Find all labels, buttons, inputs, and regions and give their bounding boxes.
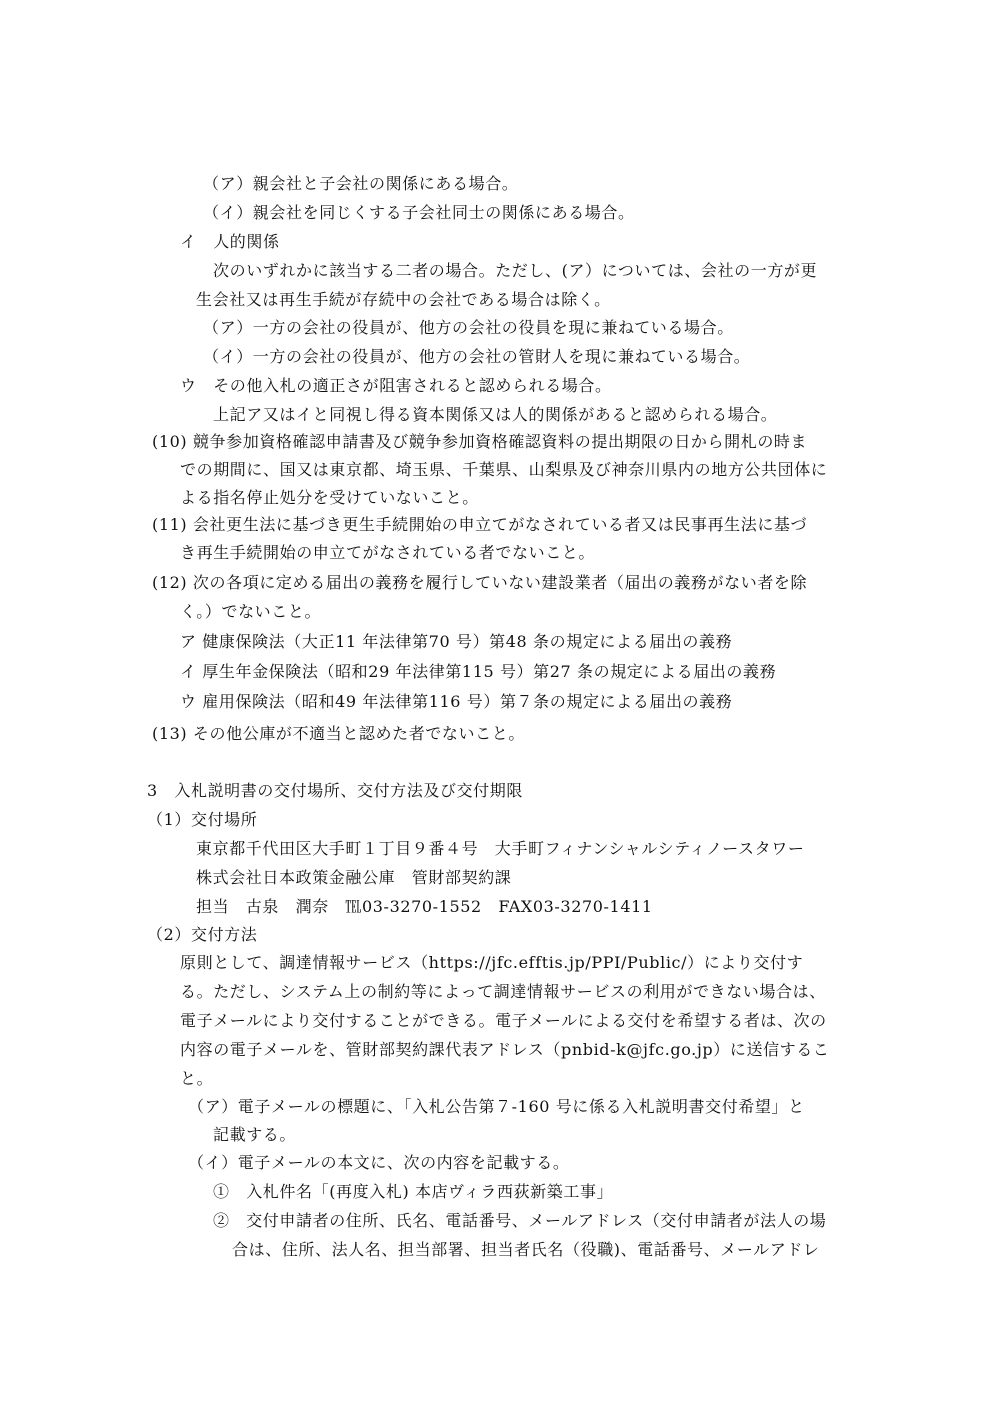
text-line: （イ）電子メールの本文に、次の内容を記載する。 — [188, 1153, 570, 1172]
text-line: イ 人的関係 — [180, 232, 280, 251]
text-line: る。ただし、システム上の制約等によって調達情報サービスの利用ができない場合は、 — [180, 982, 826, 1001]
text-line: ウ 雇用保険法（昭和49 年法律第116 号）第７条の規定による届出の義務 — [180, 692, 733, 711]
text-line: (11) 会社更生法に基づき更生手続開始の申立てがなされている者又は民事再生法に基づ — [152, 515, 808, 534]
section-heading: 3 入札説明書の交付場所、交付方法及び交付期限 — [147, 781, 523, 800]
text-line: と。 — [180, 1069, 214, 1088]
text-line: （ア）一方の会社の役員が、他方の会社の役員を現に兼ねている場合。 — [203, 318, 734, 337]
text-line: (12) 次の各項に定める届出の義務を履行していない建設業者（届出の義務がない者を除 — [152, 573, 808, 592]
text-line: 電子メールにより交付することができる。電子メールによる交付を希望する者は、次の — [180, 1011, 827, 1030]
text-line: （イ）親会社を同じくする子会社同士の関係にある場合。 — [203, 203, 635, 222]
text-line: (10) 競争参加資格確認申請書及び競争参加資格確認資料の提出期限の日から開札の時ま — [152, 432, 808, 451]
text-line: 内容の電子メールを、管財部契約課代表アドレス（pnbid-k@jfc.go.jp）に送信するこ — [180, 1040, 830, 1059]
text-line: 合は、住所、法人名、担当部署、担当者氏名（役職)、電話番号、メールアドレ — [232, 1240, 820, 1259]
text-line: 記載する。 — [213, 1125, 297, 1144]
subsection-heading: （2）交付方法 — [147, 925, 258, 944]
subsection-heading: （1）交付場所 — [147, 810, 258, 829]
text-line: ア 健康保険法（大正11 年法律第70 号）第48 条の規定による届出の義務 — [180, 632, 733, 651]
text-line: (13) その他公庫が不適当と認めた者でないこと。 — [152, 724, 525, 743]
text-line: き再生手続開始の申立てがなされている者でないこと。 — [180, 543, 596, 562]
text-line: （ア）親会社と子会社の関係にある場合。 — [203, 174, 519, 193]
text-line: イ 厚生年金保険法（昭和29 年法律第115 号）第27 条の規定による届出の義務 — [180, 662, 777, 681]
text-line: よる指名停止処分を受けていないこと。 — [180, 488, 479, 507]
text-line: 生会社又は再生手続が存続中の会社である場合は除く。 — [196, 290, 611, 309]
text-line: 上記ア又はイと同視し得る資本関係又は人的関係があると認められる場合。 — [213, 405, 778, 424]
text-line: 次のいずれかに該当する二者の場合。ただし、(ア）については、会社の一方が更 — [213, 261, 818, 280]
text-line: での期間に、国又は東京都、埼玉県、千葉県、山梨県及び神奈川県内の地方公共団体に — [180, 460, 828, 479]
text-line: 株式会社日本政策金融公庫 管財部契約課 — [196, 868, 512, 887]
text-line: 東京都千代田区大手町１丁目９番４号 大手町フィナンシャルシティノースタワー — [196, 839, 805, 858]
text-line: （ア）電子メールの標題に、「入札公告第７-160 号に係る入札説明書交付希望」と — [188, 1097, 805, 1116]
text-line: 原則として、調達情報サービス（https://jfc.efftis.jp/PPI/Public/）により交付す — [180, 953, 804, 972]
text-line: 担当 古泉 潤奈 ℡03-3270-1552 FAX03-3270-1411 — [196, 897, 653, 916]
text-line: ② 交付申請者の住所、氏名、電話番号、メールアドレス（交付申請者が法人の場 — [213, 1211, 827, 1230]
text-line: （イ）一方の会社の役員が、他方の会社の管財人を現に兼ねている場合。 — [203, 347, 751, 366]
text-line: ① 入札件名「(再度入札) 本店ヴィラ西荻新築工事」 — [213, 1182, 614, 1201]
text-line: く。）でないこと。 — [180, 602, 322, 621]
text-line: ウ その他入札の適正さが阻害されると認められる場合。 — [180, 376, 612, 395]
